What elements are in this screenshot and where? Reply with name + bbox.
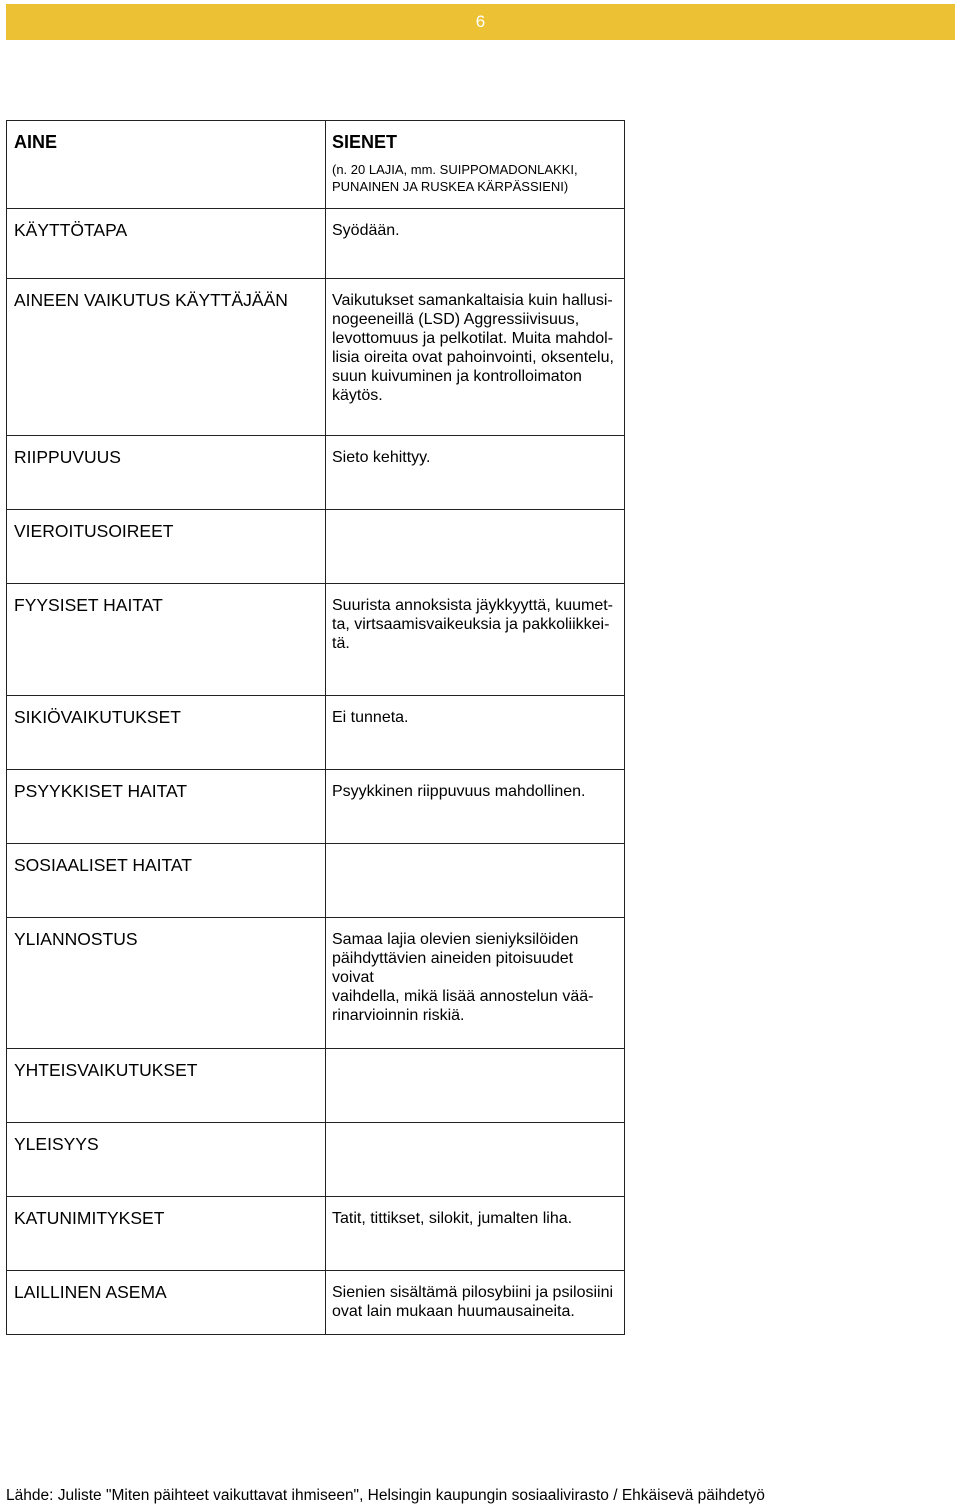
- table-row: [7, 770, 625, 844]
- row-label: SOSIAALISET HAITAT: [7, 844, 326, 918]
- table-row: [7, 918, 625, 1049]
- row-value-line: lisia oireita ovat pahoinvointi, oksentelu,: [332, 349, 614, 366]
- row-value-line: vaihdella, mikä lisää annostelun vää-: [332, 988, 594, 1005]
- row-label: YHTEISVAIKUTUKSET: [7, 1049, 326, 1123]
- table-row: [7, 209, 625, 279]
- row-label: LAILLINEN ASEMA: [7, 1271, 326, 1335]
- row-value: [326, 279, 625, 436]
- row-value: [326, 121, 625, 209]
- row-value: Sieto kehittyy.: [326, 436, 625, 510]
- row-label: SIKIÖVAIKUTUKSET: [7, 696, 326, 770]
- table-row: [7, 279, 625, 436]
- row-label: AINEEN VAIKUTUS KÄYTTÄJÄÄN: [7, 279, 326, 436]
- row-value-line: ovat lain mukaan huumausaineita.: [332, 1303, 575, 1320]
- table-row: [7, 844, 625, 918]
- row-value-line: rinarvioinnin riskiä.: [332, 1007, 465, 1024]
- row-label: FYYSISET HAITAT: [7, 584, 326, 696]
- row-label: RIIPPUVUUS: [7, 436, 326, 510]
- row-value: [326, 1049, 625, 1123]
- substance-info-table: [6, 120, 625, 1335]
- aine-label: AINE: [14, 132, 58, 152]
- row-label: KÄYTTÖTAPA: [7, 209, 326, 279]
- row-value: Tatit, tittikset, silokit, jumalten liha.: [326, 1197, 625, 1271]
- row-value: [326, 918, 625, 1049]
- row-label: VIEROITUSOIREET: [7, 510, 326, 584]
- source-footer: Lähde: Juliste "Miten päihteet vaikuttavat ihmiseen", Helsingin kaupungin sosiaalivirasto / Ehkäisevä päihdetyö: [6, 1487, 765, 1504]
- table-row: [7, 1049, 625, 1123]
- row-value-line: nogeeneillä (LSD) Aggressiivisuus,: [332, 311, 580, 328]
- row-value-line: päihdyttävien aineiden pitoisuudet voivat: [332, 950, 574, 986]
- row-value-line: Sienien sisältämä pilosybiini ja psilosiini: [332, 1284, 614, 1301]
- row-label: YLEISYYS: [7, 1123, 326, 1197]
- row-value-line: suun kuivuminen ja kontrolloimaton: [332, 368, 582, 385]
- row-label: KATUNIMITYKSET: [7, 1197, 326, 1271]
- row-value: [326, 584, 625, 696]
- table-row: [7, 696, 625, 770]
- table-row-aine: [7, 121, 625, 209]
- table-row: [7, 436, 625, 510]
- substance-title: SIENET: [332, 132, 398, 152]
- page-header-bar: [6, 4, 955, 40]
- row-value: [326, 1123, 625, 1197]
- row-value-line: käytös.: [332, 387, 383, 404]
- row-value-line: Vaikutukset samankaltaisia kuin hallusi-: [332, 292, 613, 309]
- row-label: PSYYKKISET HAITAT: [7, 770, 326, 844]
- page-number: 6: [475, 12, 486, 31]
- table-row: [7, 1123, 625, 1197]
- table-row: [7, 1271, 625, 1335]
- row-value: [326, 844, 625, 918]
- row-value-line: Suurista annoksista jäykkyyttä, kuumet-: [332, 597, 614, 614]
- row-value-line: tä.: [332, 635, 350, 652]
- row-value-line: Samaa lajia olevien sieniyksilöiden: [332, 931, 579, 948]
- substance-subtitle-line: PUNAINEN JA RUSKEA KÄRPÄSSIENI): [332, 179, 569, 194]
- table-row: [7, 510, 625, 584]
- table-row: [7, 584, 625, 696]
- row-value-line: levottomuus ja pelkotilat. Muita mahdol-: [332, 330, 614, 347]
- row-value: Psyykkinen riippuvuus mahdollinen.: [326, 770, 625, 844]
- table-row: [7, 1197, 625, 1271]
- row-value-line: ta, virtsaamisvaikeuksia ja pakkoliikkei-: [332, 616, 610, 633]
- row-value: Ei tunneta.: [326, 696, 625, 770]
- row-label: [7, 121, 326, 209]
- row-label: YLIANNOSTUS: [7, 918, 326, 1049]
- substance-subtitle-line: (n. 20 LAJIA, mm. SUIPPOMADONLAKKI,: [332, 162, 578, 177]
- row-value: Syödään.: [326, 209, 625, 279]
- row-value: [326, 1271, 625, 1335]
- row-value: [326, 510, 625, 584]
